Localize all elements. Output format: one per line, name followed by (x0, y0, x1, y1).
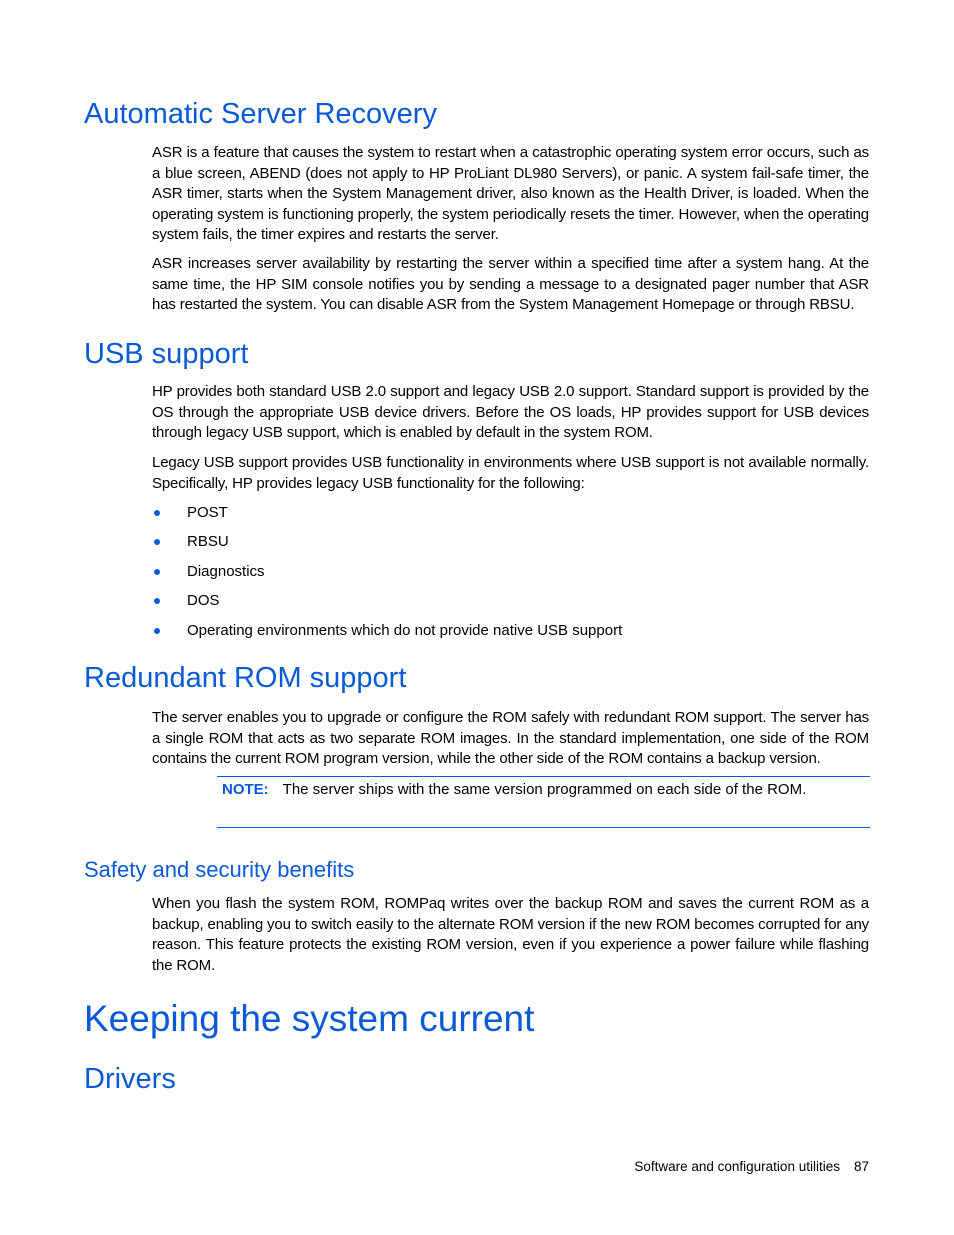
rom-paragraph-1: The server enables you to upgrade or configure the ROM safely with redundant ROM support. The server has a single ROM that acts as two separate ROM images. In the standard implementation, one side of the ROM contains the current ROM program version, while the other side of the ROM contains a backup version. (152, 709, 869, 768)
usb-bullet-list (152, 502, 622, 649)
note-bottom-rule (217, 827, 870, 828)
list-item: POST (152, 502, 622, 531)
heading-usb-support: USB support (84, 338, 249, 370)
page-number: 87 (853, 1159, 869, 1174)
note-text: The server ships with the same version programmed on each side of the ROM. (282, 781, 807, 798)
bullet-icon (154, 510, 160, 516)
footer-text: Software and configuration utilities (634, 1159, 840, 1174)
page-footer (634, 1158, 869, 1176)
usb-paragraph-1: HP provides both standard USB 2.0 support and legacy USB 2.0 support. Standard support is provided by the OS through the appropriate USB device drivers. Before the OS loads, HP provides support for USB devices through legacy USB support, which is enabled by default in the system ROM. (152, 383, 869, 442)
bullet-icon (154, 569, 160, 575)
bullet-icon (154, 598, 160, 604)
heading-keeping-the-system-current: Keeping the system current (84, 998, 535, 1039)
note-label: NOTE: (222, 781, 269, 798)
list-item: RBSU (152, 531, 622, 560)
note-top-rule (217, 776, 870, 777)
heading-drivers: Drivers (84, 1063, 176, 1095)
heading-automatic-server-recovery: Automatic Server Recovery (84, 98, 437, 130)
bullet-icon (154, 539, 160, 545)
heading-redundant-rom-support: Redundant ROM support (84, 662, 407, 694)
heading-safety-and-security-benefits: Safety and security benefits (84, 857, 355, 882)
bullet-icon (154, 628, 160, 634)
note-box (222, 780, 806, 800)
safety-paragraph-1: When you flash the system ROM, ROMPaq writes over the backup ROM and saves the current ROM as a backup, enabling you to switch easily to the alternate ROM version if the new ROM becomes corrupted for any reason. This feature protects the existing ROM version, even if you experience a power failure while flashing the ROM. (152, 895, 869, 974)
list-item: Operating environments which do not provide native USB support (152, 620, 622, 649)
asr-paragraph-2: ASR increases server availability by restarting the server within a specified time after a system hang. At the same time, the HP SIM console notifies you by sending a message to a designated pager number that ASR has restarted the system. You can disable ASR from the System Management Homepage or through RBSU. (152, 255, 869, 314)
list-item: Diagnostics (152, 561, 622, 590)
list-item: DOS (152, 590, 622, 619)
usb-paragraph-2: Legacy USB support provides USB functionality in environments where USB support is not available normally. Specifically, HP provides legacy USB functionality for the following: (152, 454, 869, 492)
asr-paragraph-1: ASR is a feature that causes the system to restart when a catastrophic operating system error occurs, such as a blue screen, ABEND (does not apply to HP ProLiant DL980 Servers), or panic. A system fail-safe timer, the ASR timer, starts when the System Management driver, also known as the Health Driver, is loaded. When the operating system is functioning properly, the system periodically resets the timer. However, when the operating system fails, the timer expires and restarts the server. (152, 144, 869, 244)
